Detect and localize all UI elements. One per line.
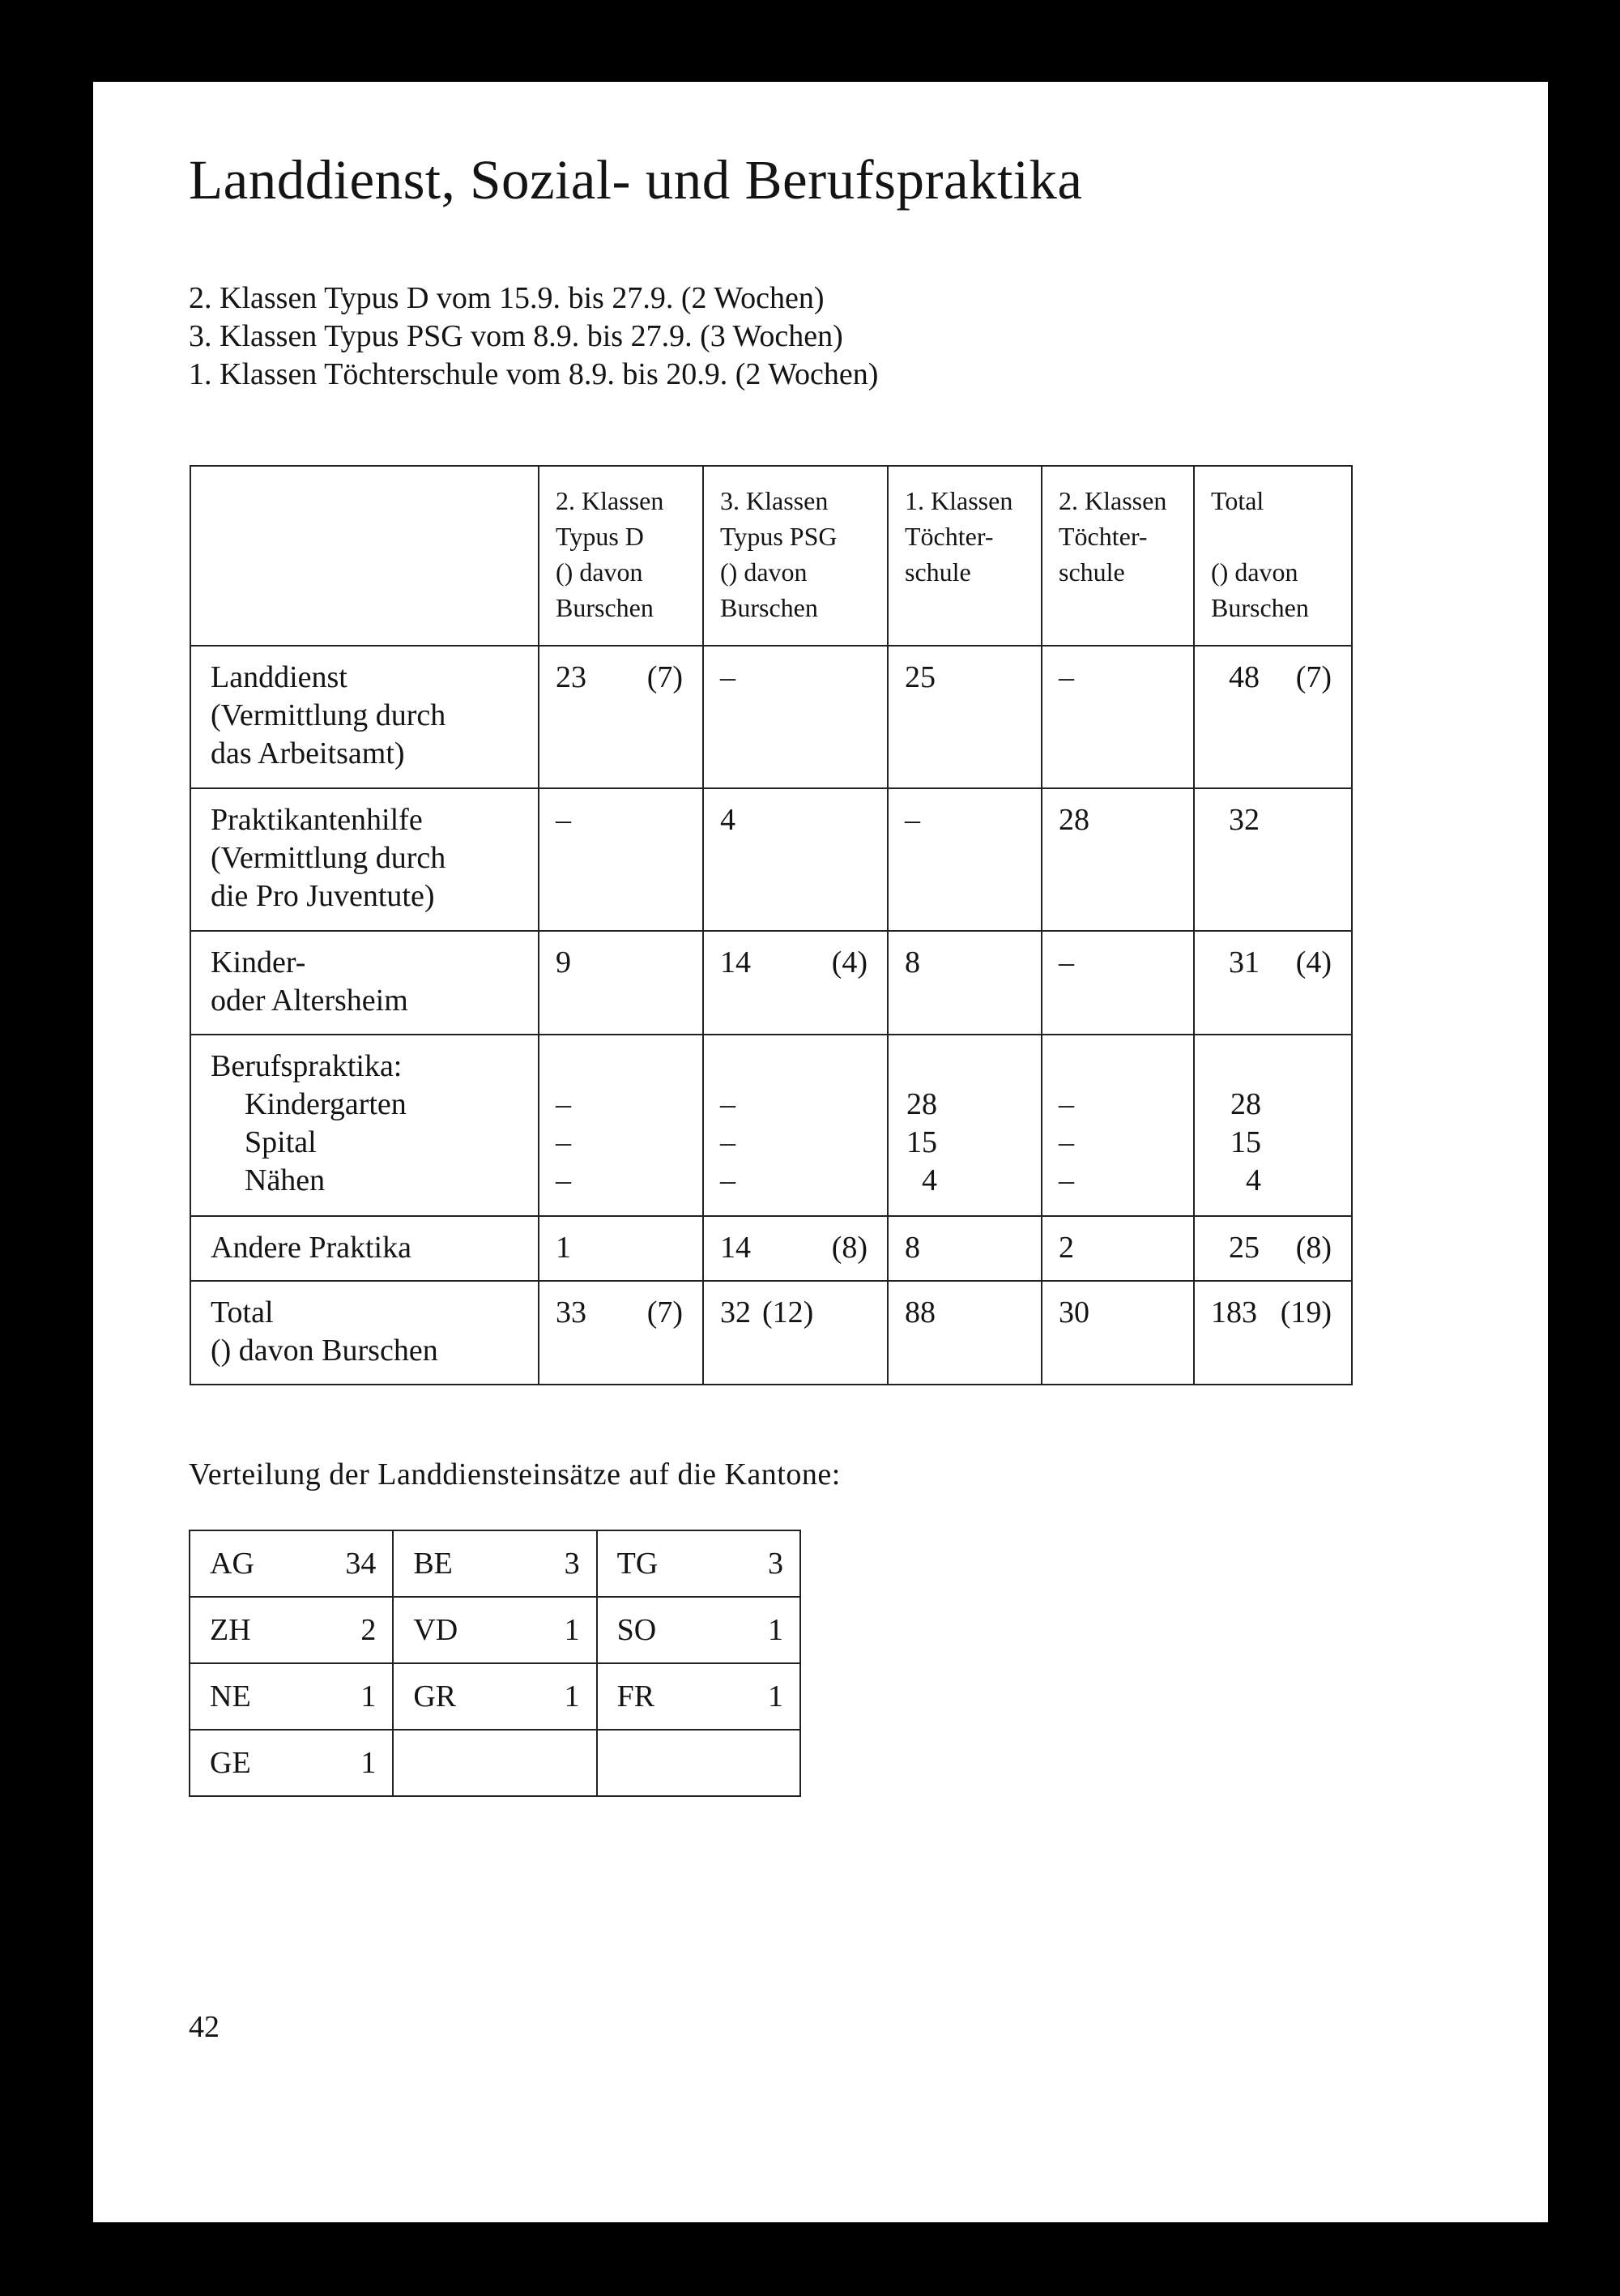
canton-table [189,1530,801,1797]
canton-code: NE [210,1679,251,1713]
row-label-line: oder Altersheim [211,984,408,1018]
header-cell [888,466,1042,646]
table-cell [888,931,1042,1035]
table-cell [1194,646,1352,788]
header-line: Typus D [556,522,644,551]
table-row [190,788,1352,931]
table-row [190,1663,800,1730]
praktika-table [190,465,1353,1385]
cell-value: 28 [1230,1087,1261,1121]
cell-boys-value: (19) [1280,1295,1332,1329]
table-cell [1042,646,1194,788]
header-line: schule [905,557,971,587]
canton-count: 3 [768,1547,783,1581]
table-cell [703,1035,888,1216]
cell-boys-value: (4) [1295,945,1332,979]
canton-cell [393,1530,596,1597]
row-sublabel: Kindergarten [245,1087,407,1121]
canton-cell [597,1530,800,1597]
table-row-total [190,1281,1352,1385]
cell-value: 14 [720,1231,751,1265]
row-label-line: Kinder- [211,945,306,979]
cell-value: 8 [905,945,920,979]
cell-value: – [556,1087,571,1121]
cell-value: 25 [905,660,936,694]
table-cell [539,646,703,788]
cell-value: 28 [906,1087,937,1121]
cell-value: 1 [556,1231,571,1265]
table-cell [1194,788,1352,931]
row-label [190,646,539,788]
canton-code: ZH [210,1613,251,1647]
canton-cell [190,1663,393,1730]
header-line: 1. Klassen [905,486,1013,515]
table-cell [703,788,888,931]
row-label-line: Praktikantenhilfe [211,803,423,837]
canton-code: AG [210,1547,254,1581]
canton-count: 1 [564,1679,580,1713]
cell-boys-value: (7) [1295,660,1332,694]
header-line: 3. Klassen [720,486,829,515]
row-label-line: Total [211,1295,274,1329]
table-cell [1042,788,1194,931]
cell-value: 28 [1059,803,1089,837]
canton-cell [393,1597,596,1663]
row-label [190,788,539,931]
cell-value: – [556,1125,571,1159]
row-label-line: das Arbeitsamt) [211,736,405,770]
cell-value: – [1059,1087,1074,1121]
row-label [190,931,539,1035]
table-cell [539,788,703,931]
canton-heading: Verteilung der Landdiensteinsätze auf die Kantone: [189,1457,841,1492]
cell-value: 2 [1059,1231,1074,1265]
row-label-line: die Pro Juventute) [211,879,435,913]
row-label-line: () davon Burschen [211,1334,438,1368]
cell-value: 183 [1211,1295,1257,1329]
header-cell [539,466,703,646]
table-row [190,1597,800,1663]
row-label-line: (Vermittlung durch [211,841,446,875]
cell-boys-value: (8) [1295,1231,1332,1265]
canton-cell-empty [393,1730,596,1796]
table-row [190,646,1352,788]
header-empty-cell [190,466,539,646]
cell-boys-value: (7) [646,1295,683,1329]
cell-value: 14 [720,945,751,979]
cell-value: 31 [1229,945,1260,979]
canton-code: BE [413,1547,453,1581]
cell-value: 48 [1229,660,1260,694]
table-cell [888,646,1042,788]
table-cell [888,1035,1042,1216]
cell-value: 25 [1229,1231,1260,1265]
table-row [190,931,1352,1035]
canton-count: 1 [768,1613,783,1647]
header-cell [1194,466,1352,646]
header-line: Burschen [1211,593,1309,622]
intro-line: 1. Klassen Töchterschule vom 8.9. bis 20.9. (2 Wochen) [189,357,879,391]
page-title: Landdienst, Sozial- und Berufspraktika [189,149,1083,211]
cell-value: 8 [905,1231,920,1265]
canton-code: SO [616,1613,657,1647]
canton-cell [597,1597,800,1663]
table-cell [703,646,888,788]
cell-value: – [556,803,571,837]
table-header-row [190,466,1352,646]
table-cell [888,788,1042,931]
header-line: Total [1211,486,1264,515]
canton-code: FR [616,1679,655,1713]
table-cell [888,1281,1042,1385]
row-label-line: Landdienst [211,660,347,694]
cell-value: – [1059,660,1074,694]
table-cell [539,1035,703,1216]
canton-code: VD [413,1613,458,1647]
canton-cell [393,1663,596,1730]
intro-line: 2. Klassen Typus D vom 15.9. bis 27.9. (2 Wochen) [189,281,825,315]
header-line: () davon [1211,557,1298,587]
table-row [190,1530,800,1597]
cell-value: 4 [1246,1163,1261,1197]
cell-value: 4 [922,1163,937,1197]
canton-count: 1 [360,1679,377,1713]
header-line: Töchter- [1059,522,1148,551]
canton-count: 1 [360,1746,377,1780]
page-number: 42 [189,2010,220,2044]
table-cell [1042,1035,1194,1216]
row-sublabel: Spital [245,1125,317,1159]
table-cell [1194,1281,1352,1385]
canton-count: 1 [564,1613,580,1647]
cell-value: – [1059,1163,1074,1197]
canton-count: 34 [345,1547,377,1581]
table-cell [539,1216,703,1281]
cell-value: – [720,660,735,694]
cell-boys-value: (12) [762,1295,814,1329]
row-label [190,1216,539,1281]
header-line: schule [1059,557,1125,587]
row-label [190,1281,539,1385]
cell-value: 4 [720,803,735,837]
cell-value: 33 [556,1295,586,1329]
cell-value: – [1059,1125,1074,1159]
table-cell [1042,931,1194,1035]
canton-count: 3 [564,1547,580,1581]
cell-value: 88 [905,1295,936,1329]
row-label-line: (Vermittlung durch [211,698,446,732]
cell-value: – [1059,945,1074,979]
header-line: () davon [556,557,643,587]
canton-code: GR [413,1679,457,1713]
header-line: 2. Klassen [1059,486,1167,515]
cell-value: 32 [1229,803,1260,837]
header-line: () davon [720,557,808,587]
cell-value: – [905,803,920,837]
canton-cell [190,1597,393,1663]
intro-text [189,280,878,394]
intro-line: 3. Klassen Typus PSG vom 8.9. bis 27.9. (3 Wochen) [189,319,843,353]
canton-cell [597,1663,800,1730]
table-cell [1194,931,1352,1035]
table-cell [1042,1281,1194,1385]
row-label [190,1035,539,1216]
canton-count: 1 [768,1679,783,1713]
row-label-line: Andere Praktika [211,1231,411,1265]
cell-value: – [720,1163,735,1197]
table-cell [703,1216,888,1281]
cell-value: – [720,1087,735,1121]
header-line: Burschen [556,593,654,622]
table-cell [539,931,703,1035]
canton-code: TG [616,1547,659,1581]
cell-boys-value: (4) [831,945,868,979]
cell-value: 15 [906,1125,937,1159]
cell-value: – [720,1125,735,1159]
table-cell [1194,1216,1352,1281]
header-cell [1042,466,1194,646]
cell-value: 15 [1230,1125,1261,1159]
cell-value: – [556,1163,571,1197]
header-line: Typus PSG [720,522,838,551]
header-line [1195,519,1351,554]
cell-value: 30 [1059,1295,1089,1329]
row-sublabel: Nähen [245,1163,326,1197]
header-line: Burschen [720,593,818,622]
cell-value: 23 [556,660,586,694]
table-cell [539,1281,703,1385]
cell-boys-value: (7) [646,660,683,694]
table-cell [1042,1216,1194,1281]
cell-value: 32 [720,1295,751,1329]
table-row [190,1035,1352,1216]
canton-cell [190,1530,393,1597]
canton-cell [190,1730,393,1796]
cell-value: 9 [556,945,571,979]
table-cell [1194,1035,1352,1216]
row-label-line: Berufspraktika: [211,1049,403,1083]
cell-boys-value: (8) [831,1231,868,1265]
header-line: Töchter- [905,522,994,551]
table-cell [703,931,888,1035]
table-row [190,1216,1352,1281]
canton-cell-empty [597,1730,800,1796]
table-row [190,1730,800,1796]
canton-count: 2 [360,1613,377,1647]
table-cell [888,1216,1042,1281]
canton-code: GE [210,1746,251,1780]
header-line: 2. Klassen [556,486,664,515]
table-cell [703,1281,888,1385]
header-cell [703,466,888,646]
